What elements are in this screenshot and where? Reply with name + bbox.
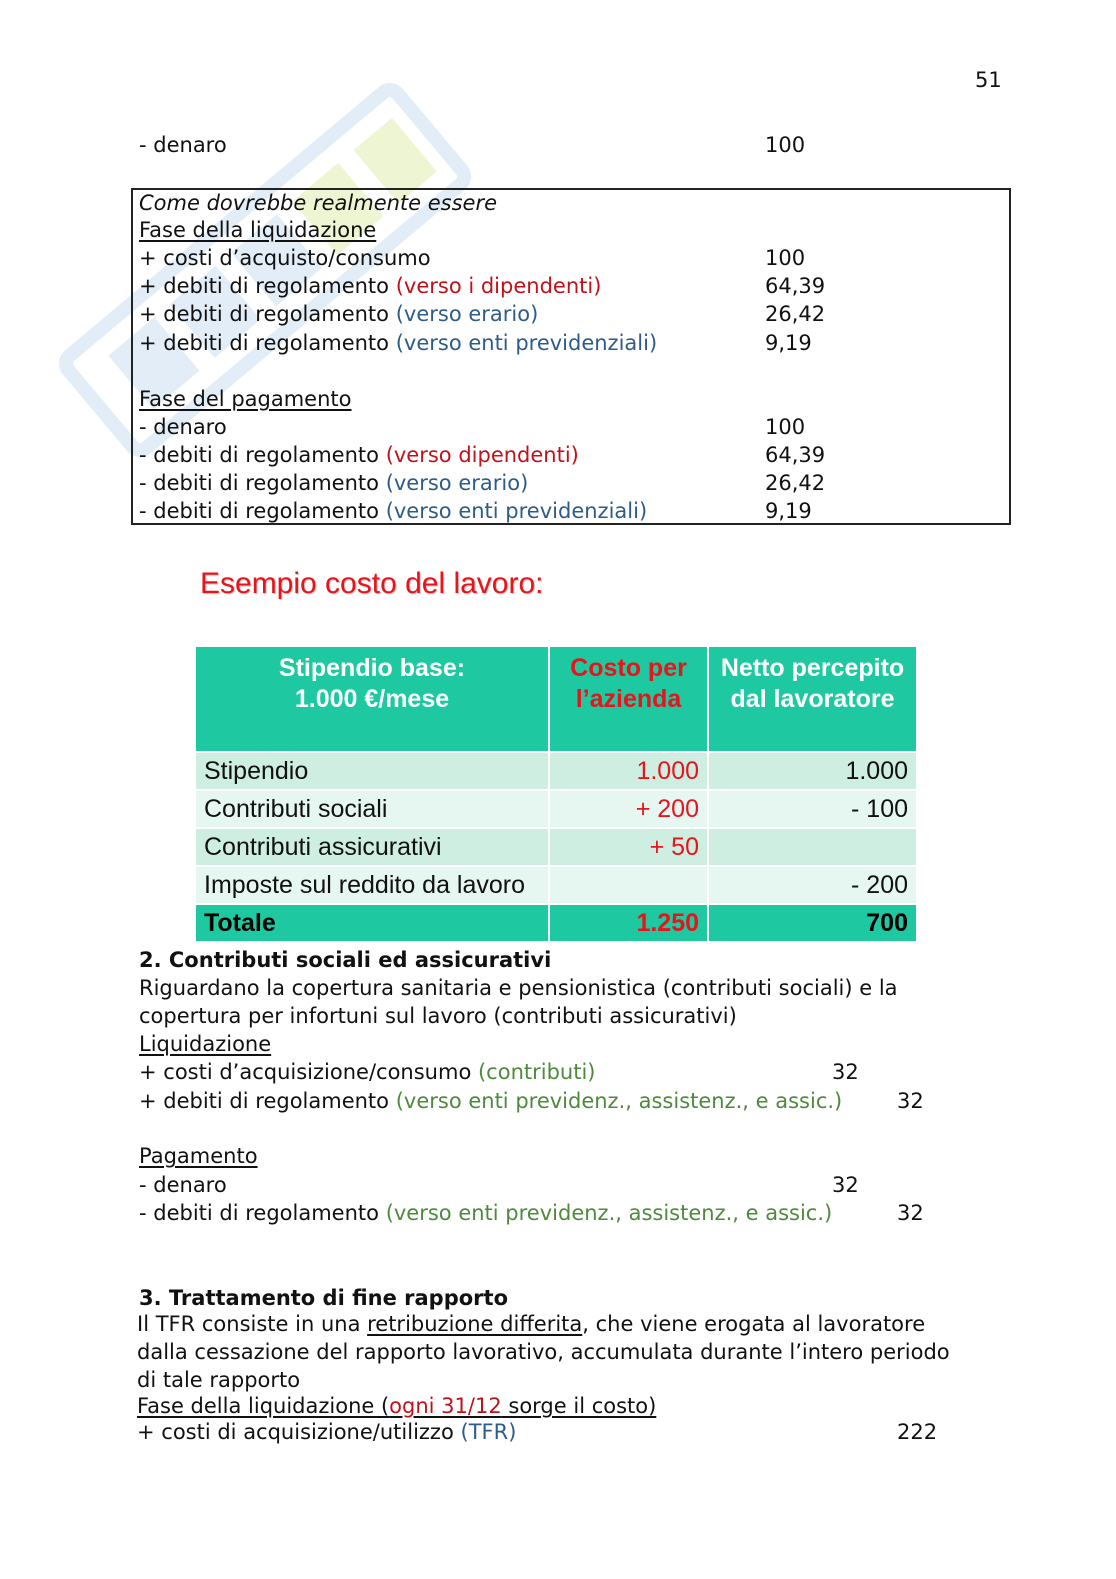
section-2-line-2: copertura per infortuni sul lavoro (contributi assicurativi) [139,1004,737,1028]
liq-row-1: + costi d’acquisto/consumo [139,246,431,270]
row-cost: + 200 [549,790,708,828]
row-net: 1.000 [708,752,917,790]
section-3-phase: Fase della liquidazione (ogni 31/12 sorge il costo) [137,1394,657,1418]
s2-pag-row-1-value: 32 [832,1173,859,1197]
liq-row-2: + debiti di regolamento (verso i dipendenti) [139,274,602,298]
s2-liq-row-1-value: 32 [832,1060,859,1084]
s2-liq-row-1: + costi d’acquisizione/consumo (contributi) [139,1060,596,1084]
pag-row-2: - debiti di regolamento (verso dipendenti) [139,443,579,467]
liq-row-3: + debiti di regolamento (verso erario) [139,302,539,326]
header-company-cost: Costo per l’azienda [549,646,708,752]
row-label: Imposte sul reddito da lavoro [195,866,549,904]
top-line-label: - denaro [139,133,227,157]
section-2-line-1: Riguardano la copertura sanitaria e pensionistica (contributi sociali) e la [139,976,898,1000]
liq-row-3-value: 26,42 [765,302,826,326]
table-row [195,828,917,866]
s3-row-value: 222 [897,1420,938,1444]
pag-row-4: - debiti di regolamento (verso enti previdenziali) [139,499,648,523]
pag-row-4-value: 9,19 [765,499,812,523]
row-label: Contributi assicurativi [195,828,549,866]
s2-pag-row-2: - debiti di regolamento (verso enti previdenz., assistenz., e assic.) [139,1201,833,1225]
pag-row-1: - denaro [139,415,227,439]
liq-row-2-value: 64,39 [765,274,826,298]
total-cost: 1.250 [549,904,708,942]
box-heading: Come dovrebbe realmente essere [139,191,498,215]
header-net-received: Netto percepito dal lavoratore [708,646,917,752]
total-label: Totale [195,904,549,942]
row-cost: + 50 [549,828,708,866]
section-2-liq-title: Liquidazione [139,1032,272,1056]
s2-pag-row-1: - denaro [139,1173,227,1197]
row-label: Stipendio [195,752,549,790]
total-row [195,904,917,942]
header-base-salary: Stipendio base: 1.000 €/mese [195,646,549,752]
section-3-line-1: Il TFR consiste in una retribuzione differita, che viene erogata al lavoratore [137,1312,926,1336]
pag-row-1-value: 100 [765,415,806,439]
table-row [195,790,917,828]
section-3-line-2: dalla cessazione del rapporto lavorativo, accumulata durante l’intero periodo [137,1340,950,1364]
table-row [195,866,917,904]
liquidazione-title: Fase della liquidazione [139,218,377,242]
section-2-title: 2. Contributi sociali ed assicurativi [139,948,552,972]
row-cost [549,866,708,904]
pag-row-2-value: 64,39 [765,443,826,467]
pag-row-3: - debiti di regolamento (verso erario) [139,471,529,495]
s3-row: + costi di acquisizione/utilizzo (TFR) [137,1420,517,1444]
section-2-pag-title: Pagamento [139,1144,258,1168]
pagamento-title: Fase del pagamento [139,387,352,411]
row-net: - 200 [708,866,917,904]
s2-pag-row-2-value: 32 [897,1201,924,1225]
pag-row-3-value: 26,42 [765,471,826,495]
table-row [195,752,917,790]
total-net: 700 [708,904,917,942]
s2-liq-row-2: + debiti di regolamento (verso enti previdenz., assistenz., e assic.) [139,1089,843,1113]
row-net: - 100 [708,790,917,828]
page-number: 51 [975,68,1002,92]
liq-row-4: + debiti di regolamento (verso enti previdenziali) [139,331,658,355]
liq-row-4-value: 9,19 [765,331,812,355]
section-3-line-3: di tale rapporto [137,1368,301,1392]
section-3-title: 3. Trattamento di fine rapporto [139,1286,508,1310]
s2-liq-row-2-value: 32 [897,1089,924,1113]
cost-table [194,645,918,943]
row-cost: 1.000 [549,752,708,790]
table-header-row [195,646,917,752]
top-line-value: 100 [765,133,806,157]
liq-row-1-value: 100 [765,246,806,270]
row-net [708,828,917,866]
row-label: Contributi sociali [195,790,549,828]
example-title: Esempio costo del lavoro: [200,567,544,600]
